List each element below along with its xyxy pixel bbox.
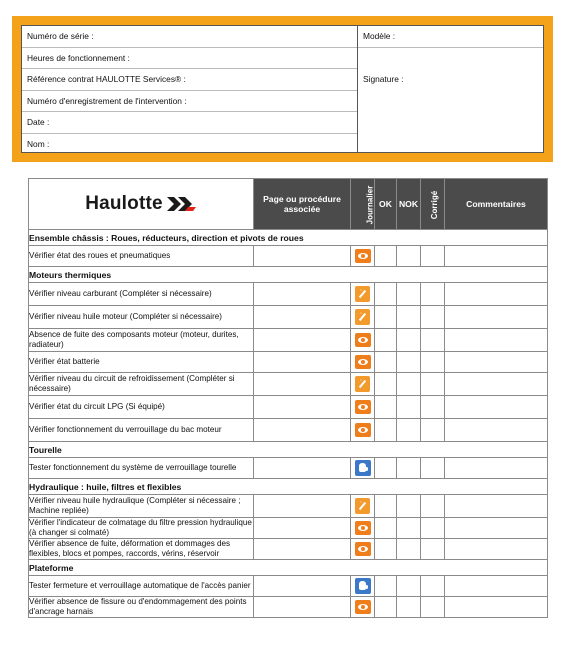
section-row [29, 442, 548, 458]
daily-column-header: Journalier [351, 179, 375, 230]
check-item-text: Vérifier état du circuit LPG (Si équipé) [29, 396, 254, 419]
check-item-text: Vérifier absence de fuite, déformation et dommages des flexibles, blocs et pompes, raccords, vérins, réservoir [29, 539, 254, 560]
daily-cell [351, 518, 375, 539]
corrected-cell[interactable] [421, 283, 445, 306]
comments-cell[interactable] [445, 329, 548, 352]
procedure-cell[interactable] [254, 576, 351, 597]
corrected-cell[interactable] [421, 419, 445, 442]
contract-reference-field[interactable]: Référence contrat HAULOTTE Services® : [22, 69, 357, 91]
brand-name: Haulotte [85, 193, 163, 214]
ok-cell[interactable] [375, 396, 397, 419]
ok-cell[interactable] [375, 518, 397, 539]
checklist-item-row [29, 495, 548, 518]
daily-cell [351, 283, 375, 306]
procedure-cell[interactable] [254, 283, 351, 306]
corrected-cell[interactable] [421, 246, 445, 267]
name-field[interactable]: Nom : [27, 138, 50, 149]
eye-icon [355, 333, 371, 347]
table-header-row [29, 179, 548, 230]
section-row [29, 267, 548, 283]
section-row [29, 560, 548, 576]
ok-column-header: OK [375, 179, 397, 230]
ok-cell[interactable] [375, 329, 397, 352]
daily-cell [351, 539, 375, 560]
serial-number-field[interactable]: Numéro de série : [22, 26, 357, 48]
procedure-cell[interactable] [254, 495, 351, 518]
check-item-text: Vérifier l'indicateur de colmatage du filtre pression hydraulique (à changer si colmaté) [29, 518, 252, 537]
ok-cell[interactable] [375, 246, 397, 267]
identification-right-column [358, 26, 543, 152]
daily-cell [351, 597, 375, 618]
procedure-cell[interactable] [254, 458, 351, 479]
corrected-cell[interactable] [421, 539, 445, 560]
comments-cell[interactable] [445, 373, 548, 396]
section-title: Plateforme [29, 560, 548, 576]
identification-left-column [22, 26, 358, 152]
daily-cell [351, 396, 375, 419]
blank-line [358, 48, 543, 70]
procedure-cell[interactable] [254, 597, 351, 618]
nok-cell[interactable] [397, 373, 421, 396]
eye-icon [355, 355, 371, 369]
checklist-item-row [29, 329, 548, 352]
comments-cell[interactable] [445, 283, 548, 306]
checklist-item-row [29, 419, 548, 442]
daily-cell [351, 419, 375, 442]
procedure-cell[interactable] [254, 306, 351, 329]
comments-cell[interactable] [445, 576, 548, 597]
nok-column-header: NOK [397, 179, 421, 230]
comments-cell[interactable] [445, 518, 548, 539]
checklist-item-row [29, 576, 548, 597]
eye-icon [355, 521, 371, 535]
procedure-column-header: Page ou procédure associée [254, 179, 351, 230]
check-item-text: Vérifier absence de fissure ou d'endommagement des points d'ancrage harnais [29, 597, 254, 618]
hand-icon [355, 460, 371, 476]
eye-icon [355, 542, 371, 556]
nok-cell[interactable] [397, 283, 421, 306]
check-item-text: Vérifier niveau du circuit de refroidissement (Compléter si nécessaire) [29, 373, 254, 396]
checklist-item-row [29, 283, 548, 306]
nok-cell[interactable] [397, 597, 421, 618]
check-item-text: Vérifier niveau huile moteur (Compléter si nécessaire) [29, 306, 254, 329]
comments-cell[interactable] [445, 306, 548, 329]
signature-field[interactable]: Signature : [363, 74, 404, 84]
check-icon [355, 309, 370, 325]
comments-cell[interactable] [445, 246, 548, 267]
checklist-item-row [29, 396, 548, 419]
checklist-item-row [29, 306, 548, 329]
corrected-cell[interactable] [421, 576, 445, 597]
procedure-cell[interactable] [254, 373, 351, 396]
corrected-cell[interactable] [421, 373, 445, 396]
corrected-cell[interactable] [421, 306, 445, 329]
nok-cell[interactable] [397, 352, 421, 373]
ok-cell[interactable] [375, 539, 397, 560]
daily-cell [351, 373, 375, 396]
daily-cell [351, 576, 375, 597]
nok-cell[interactable] [397, 419, 421, 442]
procedure-cell[interactable] [254, 352, 351, 373]
checklist-item-row [29, 539, 548, 560]
check-item-text: Vérifier fonctionnement du verrouillage du bac moteur [29, 419, 254, 442]
daily-cell [351, 306, 375, 329]
corrected-cell[interactable] [421, 458, 445, 479]
procedure-cell[interactable] [254, 246, 351, 267]
procedure-cell[interactable] [254, 518, 351, 539]
daily-cell [351, 329, 375, 352]
checklist-item-row [29, 597, 548, 618]
eye-icon [355, 400, 371, 414]
checklist-item-row [29, 518, 548, 539]
daily-cell [351, 458, 375, 479]
ok-cell[interactable] [375, 352, 397, 373]
nok-cell[interactable] [397, 329, 421, 352]
daily-cell [351, 246, 375, 267]
check-icon [355, 286, 370, 302]
ok-cell[interactable] [375, 419, 397, 442]
comments-cell[interactable] [445, 495, 548, 518]
procedure-cell[interactable] [254, 419, 351, 442]
nok-cell[interactable] [397, 576, 421, 597]
check-item-text: Absence de fuite des composants moteur (moteur, durites, radiateur) [29, 329, 254, 352]
eye-icon [355, 423, 371, 437]
identification-frame [12, 16, 553, 162]
haulotte-logo [29, 193, 253, 215]
section-title: Hydraulique : huile, filtres et flexibles [29, 479, 548, 495]
chevron-logo-icon [167, 196, 197, 212]
check-item-text: Vérifier niveau huile hydraulique (Compléter si nécessaire ; Machine repliée) [29, 495, 254, 518]
intervention-number-field[interactable]: Numéro d'enregistrement de l'intervention : [22, 91, 357, 113]
comments-cell[interactable] [445, 396, 548, 419]
daily-checklist-table [28, 178, 548, 618]
section-row [29, 479, 548, 495]
ok-cell[interactable] [375, 306, 397, 329]
ok-cell[interactable] [375, 576, 397, 597]
corrected-cell[interactable] [421, 597, 445, 618]
comments-cell[interactable] [445, 458, 548, 479]
check-item-text: Vérifier état des roues et pneumatiques [29, 246, 254, 267]
ok-cell[interactable] [375, 597, 397, 618]
check-item-text: Vérifier niveau carburant (Compléter si nécessaire) [29, 283, 254, 306]
nok-cell[interactable] [397, 306, 421, 329]
section-title: Tourelle [29, 442, 548, 458]
nok-cell[interactable] [397, 246, 421, 267]
ok-cell[interactable] [375, 495, 397, 518]
comments-cell[interactable] [445, 352, 548, 373]
date-field[interactable]: Date : [22, 112, 357, 134]
hand-icon [355, 578, 371, 594]
procedure-cell[interactable] [254, 396, 351, 419]
checklist-body [29, 230, 548, 618]
nok-cell[interactable] [397, 396, 421, 419]
corrected-cell[interactable] [421, 518, 445, 539]
checklist-item-row [29, 373, 548, 396]
checklist-item-row [29, 246, 548, 267]
corrected-cell[interactable] [421, 495, 445, 518]
check-icon [355, 498, 370, 514]
nok-cell[interactable] [397, 495, 421, 518]
section-row [29, 230, 548, 246]
operating-hours-field[interactable]: Heures de fonctionnement : [22, 48, 357, 70]
daily-cell [351, 352, 375, 373]
checklist-item-row [29, 458, 548, 479]
check-item-text: Tester fermeture et verrouillage automatique de l'accès panier [29, 576, 254, 597]
section-title: Moteurs thermiques [29, 267, 548, 283]
check-icon [355, 376, 370, 392]
comments-column-header: Commentaires [445, 179, 548, 230]
ok-cell[interactable] [375, 373, 397, 396]
check-item-text: Tester fonctionnement du système de verrouillage tourelle [29, 458, 254, 479]
eye-icon [355, 600, 371, 614]
nok-cell[interactable] [397, 539, 421, 560]
checklist-item-row [29, 352, 548, 373]
procedure-cell[interactable] [254, 329, 351, 352]
section-title: Ensemble châssis : Roues, réducteurs, direction et pivots de roues [29, 230, 548, 246]
corrected-column-header: Corrigé [421, 179, 445, 230]
nok-cell[interactable] [397, 518, 421, 539]
comments-cell[interactable] [445, 597, 548, 618]
daily-cell [351, 495, 375, 518]
brand-logo-cell [29, 179, 254, 230]
eye-icon [355, 249, 371, 263]
identification-box [21, 25, 544, 153]
procedure-cell[interactable] [254, 539, 351, 560]
comments-cell[interactable] [445, 419, 548, 442]
model-field[interactable]: Modèle : [358, 26, 543, 48]
check-item-text: Vérifier état batterie [29, 352, 254, 373]
ok-cell[interactable] [375, 458, 397, 479]
ok-cell[interactable] [375, 283, 397, 306]
corrected-cell[interactable] [421, 329, 445, 352]
nok-cell[interactable] [397, 458, 421, 479]
corrected-cell[interactable] [421, 352, 445, 373]
corrected-cell[interactable] [421, 396, 445, 419]
comments-cell[interactable] [445, 539, 548, 560]
